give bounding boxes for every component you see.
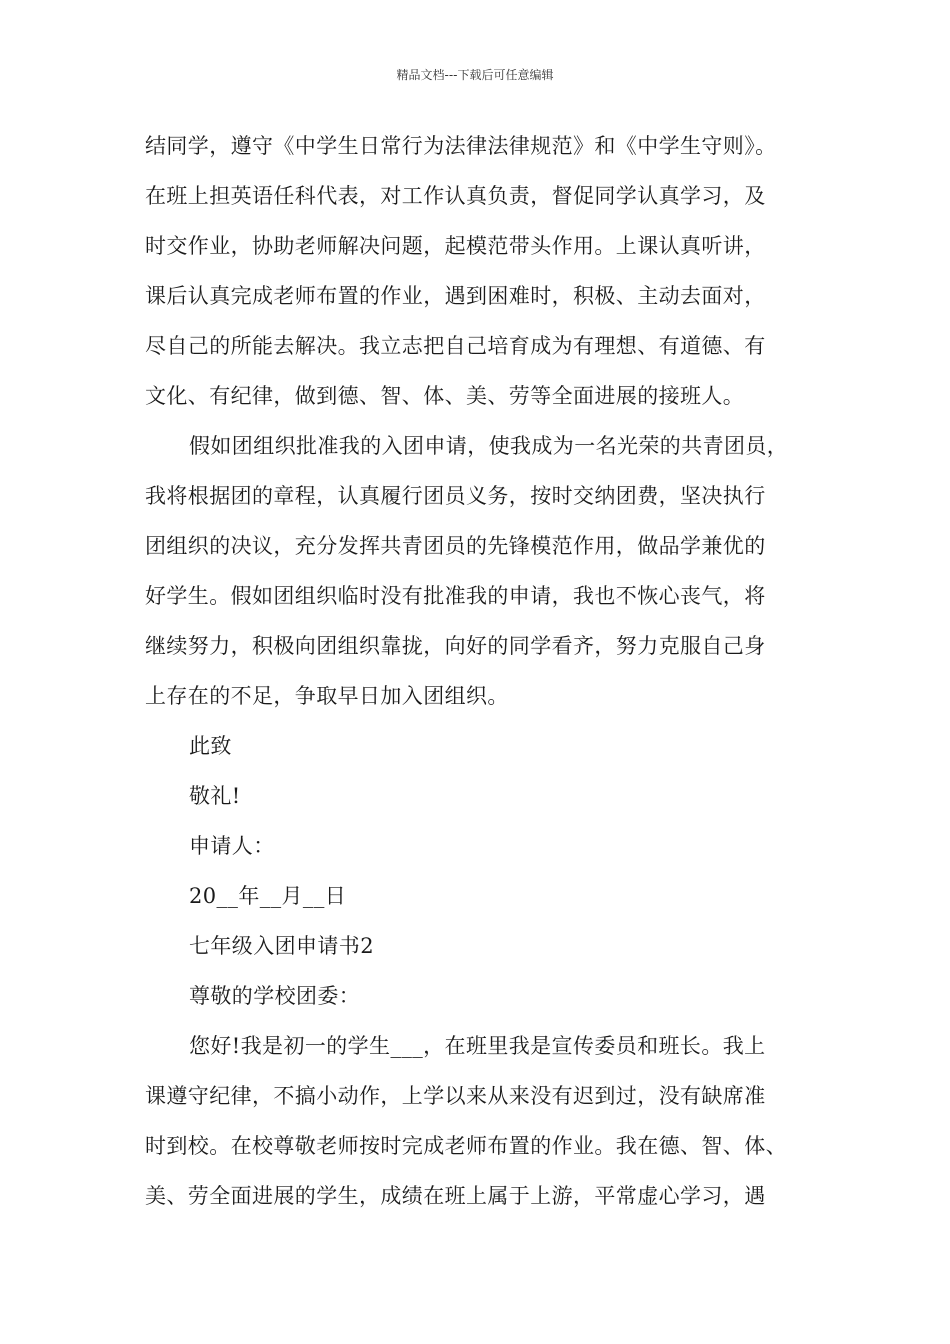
text-line: 结同学，遵守《中学生日常行为法律法律规范》和《中学生守则》。 <box>145 134 777 158</box>
closing-salutation: 此致 <box>189 734 232 758</box>
applicant-label: 申请人： <box>189 834 275 858</box>
section-title: 七年级入团申请书2 <box>189 934 374 958</box>
greeting: 尊敬的学校团委： <box>189 984 361 1008</box>
text-line: 上存在的不足，争取早日加入团组织。 <box>145 684 509 708</box>
text-line: 团组织的决议，充分发挥共青团员的先锋模范作用，做品学兼优的 <box>145 534 766 558</box>
text-line: 课遵守纪律，不搞小动作，上学以来从来没有迟到过，没有缺席准 <box>145 1084 766 1108</box>
text-line: 课后认真完成老师布置的作业，遇到困难时，积极、主动去面对， <box>145 284 766 308</box>
text-line: 好学生。假如团组织临时没有批准我的申请，我也不恢心丧气，将 <box>145 584 766 608</box>
text-line: 时到校。在校尊敬老师按时完成老师布置的作业。我在德、智、体、 <box>145 1134 787 1158</box>
text-line: 时交作业，协助老师解决问题，起模范带头作用。上课认真听讲， <box>145 234 766 258</box>
text-line: 继续努力，积极向团组织靠拢，向好的同学看齐，努力克服自己身 <box>145 634 766 658</box>
page-header: 精品文档---下载后可任意编辑 <box>396 68 554 82</box>
closing-regards: 敬礼! <box>189 784 241 808</box>
date-line: 20__年__月__日 <box>189 884 347 908</box>
text-line: 我将根据团的章程，认真履行团员义务，按时交纳团费，坚决执行 <box>145 484 766 508</box>
paragraph-start-line: 假如团组织批准我的入团申请，使我成为一名光荣的共青团员， <box>189 434 789 458</box>
document-body <box>145 126 825 1226</box>
text-line: 文化、有纪律，做到德、智、体、美、劳等全面进展的接班人。 <box>145 384 745 408</box>
paragraph-start-line: 您好!我是初一的学生___，在班里我是宣传委员和班长。我上 <box>189 1034 766 1058</box>
text-line: 在班上担英语任科代表，对工作认真负责，督促同学认真学习，及 <box>145 184 766 208</box>
text-line: 尽自己的所能去解决。我立志把自己培育成为有理想、有道德、有 <box>145 334 766 358</box>
text-line: 美、劳全面进展的学生，成绩在班上属于上游，平常虚心学习，遇 <box>145 1184 766 1208</box>
